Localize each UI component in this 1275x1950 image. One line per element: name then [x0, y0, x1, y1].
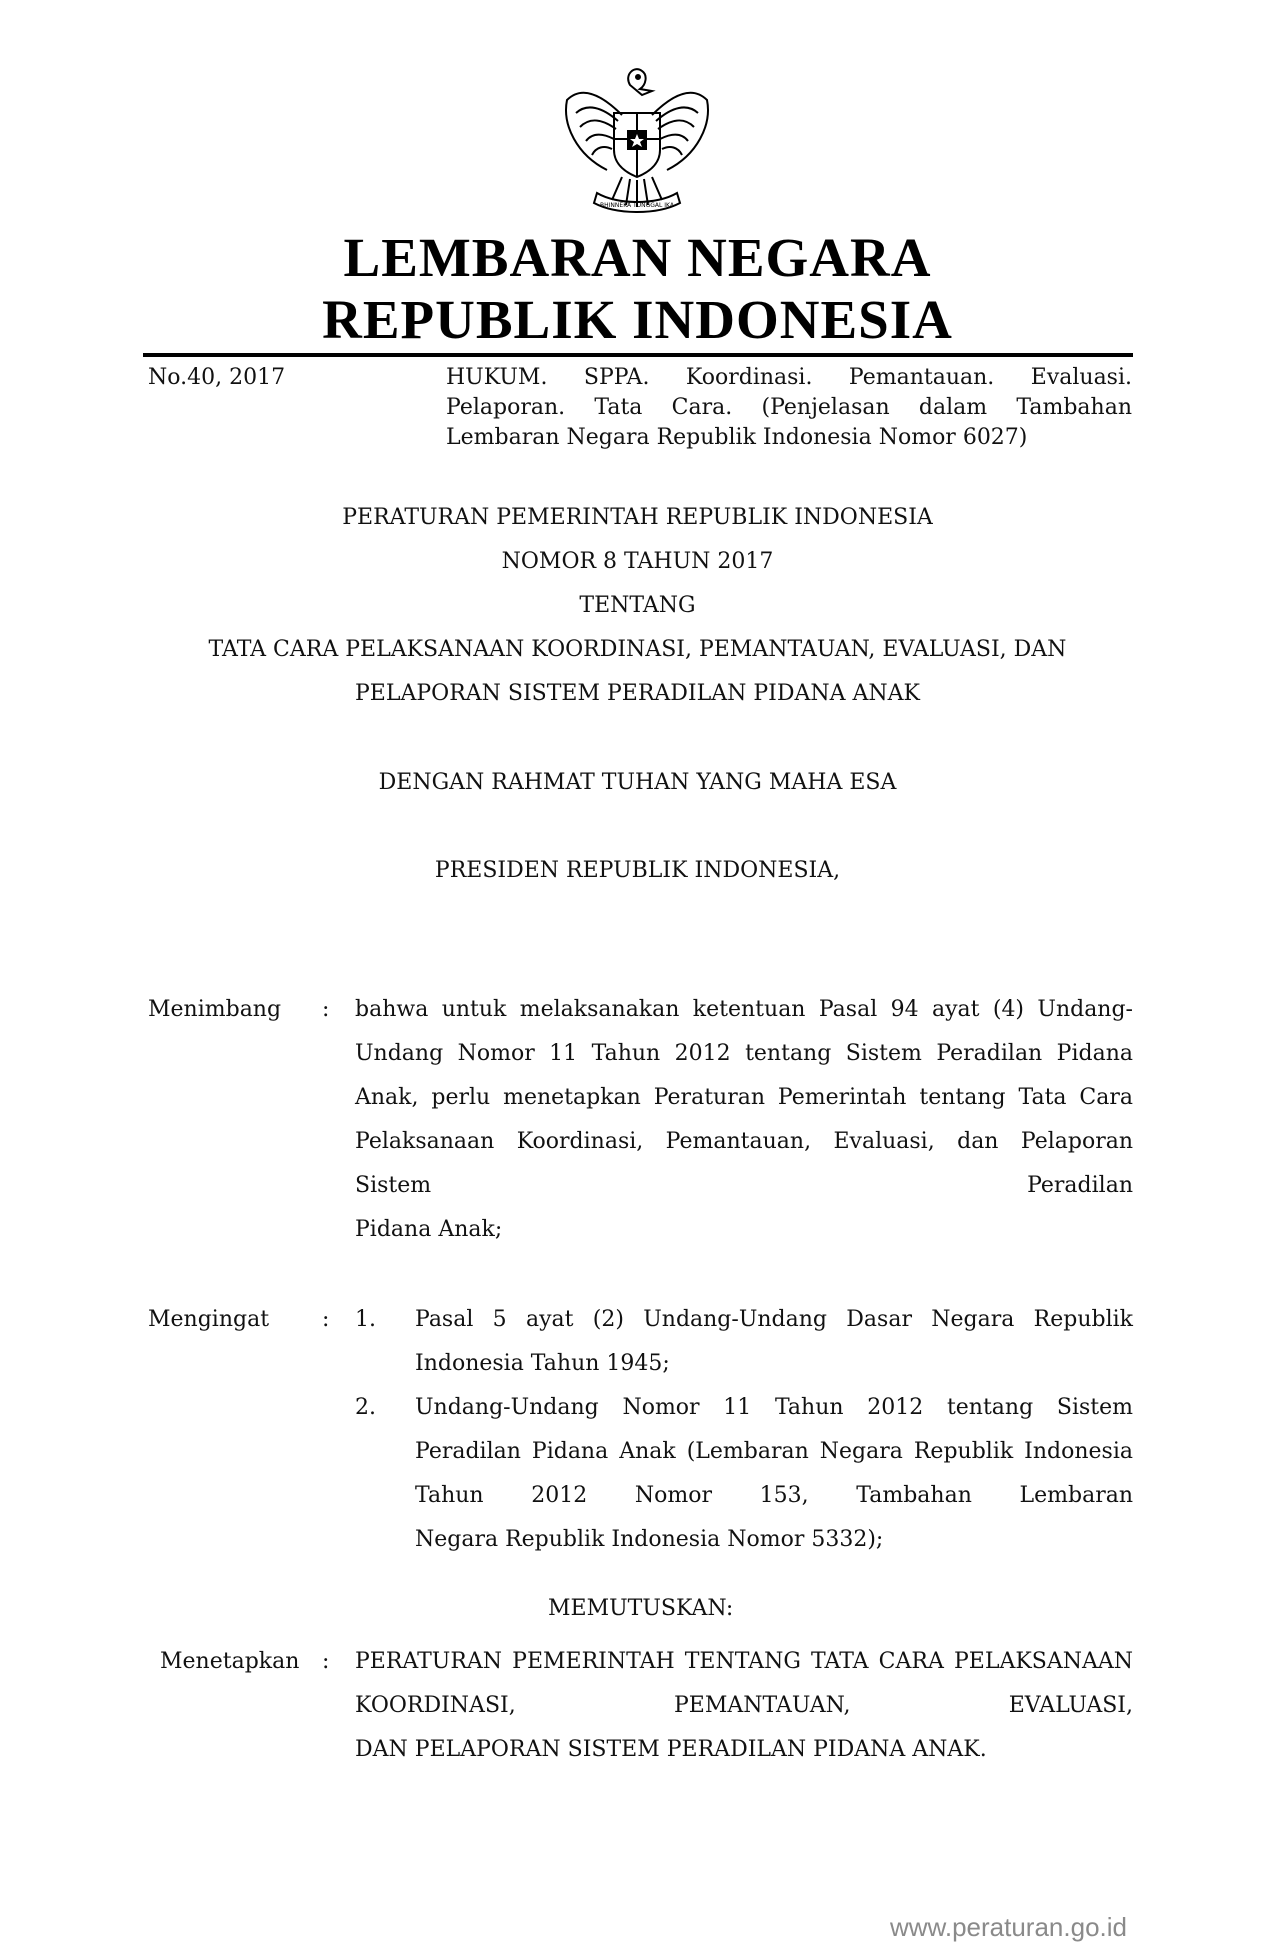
emblem-motto: BHINNEKA TUNGGAL IKA [600, 202, 674, 209]
mengingat-item-number: 2. [355, 1395, 376, 1420]
menimbang-body [355, 988, 1133, 1252]
mengingat-item-text: Pasal 5 ayat (2) Undang-Undang Dasar Negara Republik [415, 1307, 1133, 1332]
regulation-number: NOMOR 8 TAHUN 2017 [501, 549, 774, 574]
mengingat-item-text-last: Indonesia Tahun 1945; [415, 1351, 670, 1376]
title-line-1: LEMBARAN NEGARA [343, 227, 932, 288]
garuda-emblem-icon [552, 55, 722, 225]
menimbang-text-last: Pidana Anak; [355, 1217, 503, 1242]
mengingat-item-text-last: Negara Republik Indonesia Nomor 5332); [415, 1527, 884, 1552]
gazette-number: No.40, 2017 [148, 365, 286, 390]
menetapkan-label: Menetapkan [160, 1649, 300, 1674]
president-heading: PRESIDEN REPUBLIK INDONESIA, [434, 858, 841, 883]
gazette-keywords [446, 363, 1132, 453]
menetapkan-text-last: DAN PELAPORAN SISTEM PERADILAN PIDANA ANAK. [355, 1737, 987, 1762]
mengingat-item-text: Undang-Undang Nomor 11 Tahun 2012 tentang Sistem Peradilan Pidana Anak (Lembaran Negara Republik Indonesia Tahun 2012 Nomor 153, Tambahan Lembaran [415, 1395, 1133, 1508]
regulation-about: TENTANG [579, 593, 696, 618]
keywords-last-line: Lembaran Negara Republik Indonesia Nomor 6027) [446, 425, 1028, 450]
mengingat-item-number: 1. [355, 1307, 376, 1332]
regulation-title-line-1: TATA CARA PELAKSANAAN KOORDINASI, PEMANTAUAN, EVALUASI, DAN [208, 637, 1067, 662]
mengingat-item [415, 1386, 1133, 1562]
title-rule [143, 353, 1133, 357]
mengingat-label: Mengingat [148, 1307, 270, 1332]
menetapkan-text: PERATURAN PEMERINTAH TENTANG TATA CARA PELAKSANAAN KOORDINASI, PEMANTAUAN, EVALUASI, [355, 1649, 1133, 1718]
footer-url-link[interactable]: www.peraturan.go.id [889, 1912, 1127, 1942]
keywords-text: HUKUM. SPPA. Koordinasi. Pemantauan. Evaluasi. Pelaporan. Tata Cara. (Penjelasan dalam Tambahan [446, 365, 1132, 420]
invocation: DENGAN RAHMAT TUHAN YANG MAHA ESA [378, 770, 897, 795]
menimbang-colon: : [322, 997, 330, 1022]
menimbang-label: Menimbang [148, 997, 282, 1022]
menetapkan-body [355, 1640, 1133, 1772]
memutuskan-heading: MEMUTUSKAN: [548, 1596, 734, 1621]
mengingat-colon: : [322, 1307, 330, 1332]
menimbang-text: bahwa untuk melaksanakan ketentuan Pasal 94 ayat (4) Undang-Undang Nomor 11 Tahun 2012 tentang Sistem Peradilan Pidana Anak, perlu menetapkan Peraturan Pemerintah tentang Tata Cara Pelaksanaan Koordinasi, Pemantauan, Evaluasi, dan Pelaporan Sistem Peradilan [355, 997, 1133, 1198]
title-line-2: REPUBLIK INDONESIA [322, 289, 953, 350]
regulation-type: PERATURAN PEMERINTAH REPUBLIK INDONESIA [342, 505, 933, 530]
menetapkan-colon: : [322, 1649, 330, 1674]
regulation-title-line-2: PELAPORAN SISTEM PERADILAN PIDANA ANAK [355, 681, 920, 706]
mengingat-item [415, 1298, 1133, 1386]
